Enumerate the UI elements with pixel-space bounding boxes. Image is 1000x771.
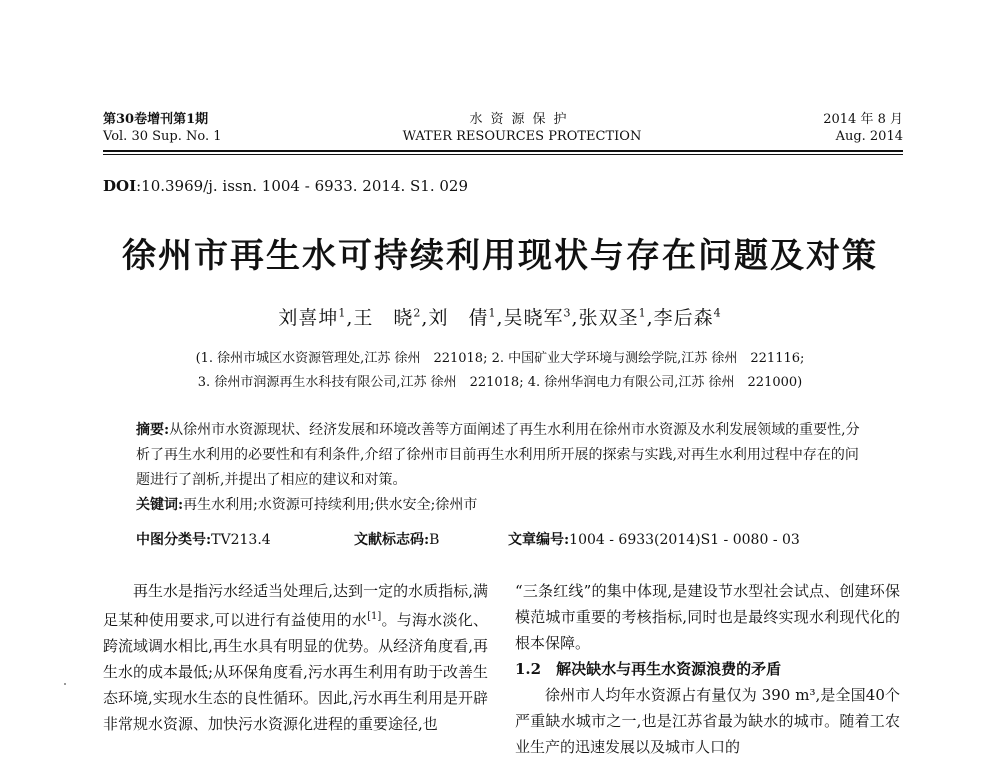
keywords-label: 关键词: bbox=[136, 497, 184, 513]
date-cn: 2014 年 8 月 bbox=[823, 112, 903, 127]
doc-label: 文献标志码: bbox=[354, 532, 430, 548]
author-affiliation-mark: 2 bbox=[413, 306, 422, 320]
author-separator: , bbox=[346, 307, 354, 329]
date-en: Aug. 2014 bbox=[835, 129, 903, 144]
body-paragraph: “三条红线”的集中体现,是建设节水型社会试点、创建环保模范城市重要的考核指标,同时也是最终实现水利现代化的根本保障。 bbox=[515, 582, 900, 652]
doi-label: DOI bbox=[103, 177, 137, 195]
clc-label: 中图分类号: bbox=[136, 532, 212, 548]
clc-value: TV213.4 bbox=[211, 532, 271, 548]
header-rule-thick bbox=[103, 150, 903, 152]
author-affiliation-mark: 1 bbox=[338, 306, 347, 320]
journal-name bbox=[372, 111, 672, 145]
author-name: 张双圣 bbox=[578, 307, 639, 329]
body-paragraph: 徐州市人均年水资源占有量仅为 390 m³,是全国40个严重缺水城市之一,也是江苏省最为缺水的城市。随着工农业生产的迅速发展以及城市人口的 bbox=[515, 686, 900, 756]
journal-volume-info bbox=[103, 111, 222, 145]
keywords bbox=[136, 493, 871, 518]
author-separator: , bbox=[646, 307, 654, 329]
doc-value: B bbox=[429, 532, 440, 548]
author-list bbox=[0, 303, 1000, 330]
paragraph-text: 。与海水淡化、跨流域调水相比,再生水具有明显的优势。从经济角度看,再生水的成本最低;从环保角度看,污水再生利用有助于改善生态环境,实现水生态的良性循环。因此,污水再生利用是开辟非常规水资源、加快污水资源化进程的重要途径,也 bbox=[103, 611, 488, 733]
journal-date bbox=[823, 111, 903, 145]
clc-number bbox=[136, 530, 271, 550]
header-rule-thin bbox=[103, 154, 903, 155]
document-code bbox=[354, 530, 439, 550]
journal-name-en: WATER RESOURCES PROTECTION bbox=[402, 129, 642, 144]
abstract-label: 摘要: bbox=[136, 422, 170, 438]
author-separator: , bbox=[571, 307, 579, 329]
author-name: 刘喜坤 bbox=[278, 307, 339, 329]
author-name: 吴晓军 bbox=[503, 307, 564, 329]
article-number bbox=[508, 530, 800, 550]
author-name: 李后森 bbox=[653, 307, 714, 329]
abstract-block bbox=[136, 418, 871, 518]
affiliation-line-1: (1. 徐州市城区水资源管理处,江苏 徐州 221018; 2. 中国矿业大学环境与测绘学院,江苏 徐州 221116; bbox=[195, 351, 805, 366]
volume-en: Vol. 30 Sup. No. 1 bbox=[103, 129, 222, 144]
abstract-text: 从徐州市水资源现状、经济发展和环境改善等方面阐述了再生水利用在徐州市水资源及水利发展领域的重要性,分析了再生水利用的必要性和有利条件,介绍了徐州市目前再生水利用所开展的探索与实践,对再生水利用过程中存在的问题进行了剖析,并提出了相应的建议和对策。 bbox=[136, 422, 860, 488]
section-heading: 1.2 解决缺水与再生水资源浪费的矛盾 bbox=[515, 660, 782, 678]
article-label: 文章编号: bbox=[508, 532, 570, 548]
paragraph-text: 再生水是指污水经适当处理后,达到一定的水质指标,满足某种使用要求,可以进行有益使用的水 bbox=[103, 582, 488, 629]
author-affiliation-mark: 4 bbox=[713, 306, 722, 320]
author-separator: , bbox=[421, 307, 429, 329]
body-column-right bbox=[515, 578, 900, 760]
keywords-text: 再生水利用;水资源可持续利用;供水安全;徐州市 bbox=[183, 497, 478, 513]
doi-value: :10.3969/j. issn. 1004 - 6933. 2014. S1. 029 bbox=[136, 177, 468, 195]
scan-speck bbox=[64, 683, 66, 685]
body-column-left bbox=[103, 578, 488, 737]
author-separator: , bbox=[496, 307, 504, 329]
author-name: 刘 倩 bbox=[428, 307, 489, 329]
abstract bbox=[136, 418, 871, 493]
body-paragraph bbox=[103, 578, 488, 737]
affiliation-line-2: 3. 徐州市润源再生水科技有限公司,江苏 徐州 221018; 4. 徐州华润电力有限公司,江苏 徐州 221000) bbox=[197, 375, 803, 390]
author-name: 王 晓 bbox=[353, 307, 414, 329]
paper-title: 徐州市再生水可持续利用现状与存在问题及对策 bbox=[122, 236, 878, 276]
doi-line bbox=[103, 177, 468, 195]
volume-cn: 第30卷增刊第1期 bbox=[103, 112, 209, 127]
journal-name-cn: 水资源保护 bbox=[469, 112, 575, 127]
author-affiliation-mark: 1 bbox=[638, 306, 647, 320]
article-value: 1004 - 6933(2014)S1 - 0080 - 03 bbox=[569, 532, 800, 548]
author-affiliation-mark: 3 bbox=[563, 306, 572, 320]
author-affiliation-mark: 1 bbox=[488, 306, 497, 320]
citation-ref: [1] bbox=[367, 611, 382, 622]
